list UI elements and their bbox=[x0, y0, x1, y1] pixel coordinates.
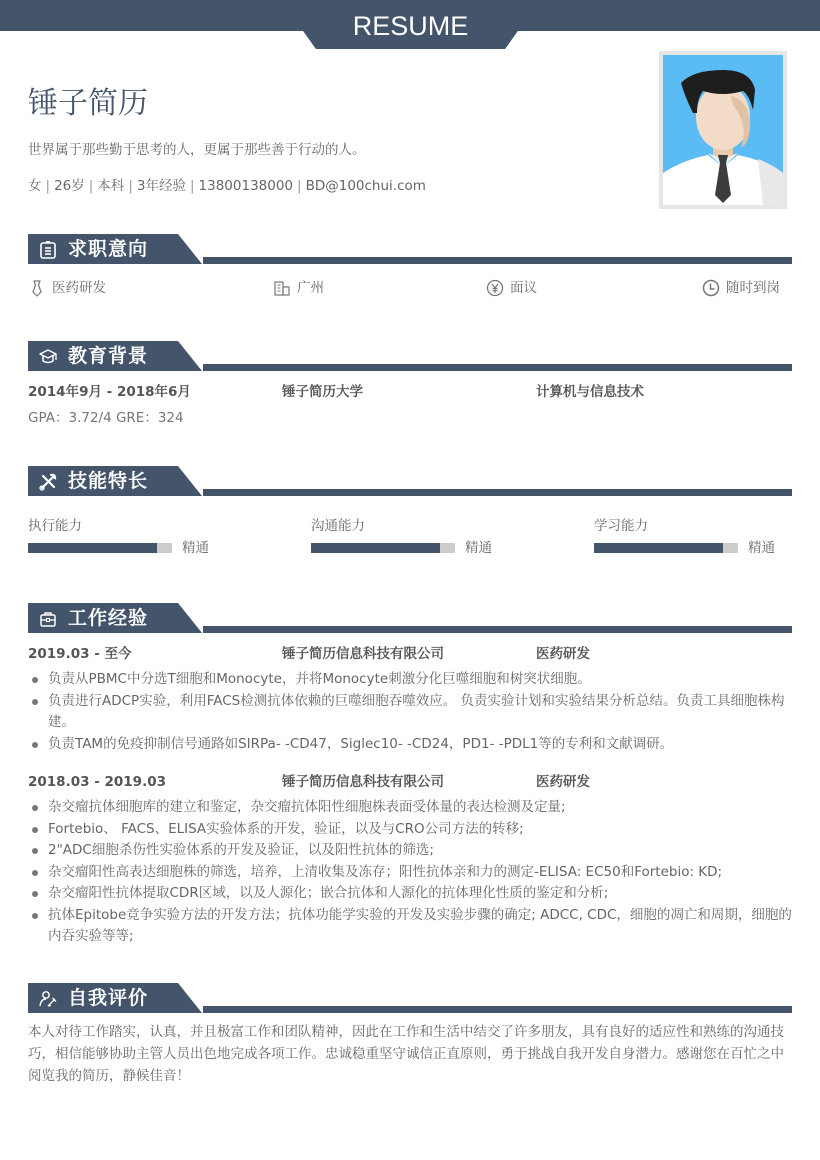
intent-position bbox=[28, 278, 106, 298]
skill-name: 学习能力 bbox=[594, 518, 648, 534]
candidate-name: 锤子简历 bbox=[28, 86, 148, 121]
skill-name: 执行能力 bbox=[28, 518, 82, 534]
list-item: 杂交瘤阳性高表达细胞株的筛选，培养，上清收集及冻存；阳性抗体亲和力的测定-ELISA: EC50和Fortebio: KD; bbox=[28, 862, 792, 884]
section-title: 教育背景 bbox=[68, 345, 149, 367]
skill-name: 沟通能力 bbox=[311, 518, 365, 534]
section-divider bbox=[203, 364, 792, 371]
section-header-education bbox=[28, 341, 792, 371]
info-age: 26岁 bbox=[54, 178, 85, 194]
skill-learning bbox=[594, 516, 794, 560]
skill-progress-fill bbox=[28, 543, 157, 553]
tools-icon bbox=[38, 472, 58, 492]
skill-execution bbox=[28, 516, 228, 560]
tie-icon bbox=[28, 279, 46, 297]
skill-progress-bar bbox=[594, 543, 738, 553]
building-icon bbox=[273, 279, 291, 297]
profile-photo bbox=[659, 51, 787, 209]
personal-info bbox=[28, 176, 426, 196]
section-header-self-eval bbox=[28, 983, 792, 1013]
info-separator: | bbox=[128, 178, 133, 194]
resume-title: RESUME bbox=[352, 11, 469, 41]
section-title: 自我评价 bbox=[68, 987, 149, 1009]
job-role: 医药研发 bbox=[536, 646, 590, 662]
skill-level: 精通 bbox=[182, 540, 209, 556]
list-item: 杂交瘤抗体细胞库的建立和鉴定，杂交瘤抗体阳性细胞株表面受体量的表达检测及定量; bbox=[28, 797, 792, 819]
self-evaluation-text: 本人对待工作踏实，认真，并且极富工作和团队精神，因此在工作和生活中结交了许多朋友，具有良好的适应性和熟练的沟通技巧，相信能够协助主管人员出色地完成各项工作。忠诚稳重坚守诚信正直原则，勇于挑战自我开发自身潜力。感谢您在百忙之中阅览我的简历，静候佳音！ bbox=[28, 1024, 784, 1084]
section-divider bbox=[203, 1006, 792, 1013]
intent-salary-label: 面议 bbox=[510, 280, 537, 296]
yen-icon bbox=[486, 279, 504, 297]
section-divider bbox=[203, 626, 792, 633]
job-duties bbox=[28, 669, 792, 755]
section-header-work bbox=[28, 603, 792, 633]
user-edit-icon bbox=[38, 989, 58, 1009]
intent-location bbox=[273, 278, 324, 298]
job-period: 2018.03 - 2019.03 bbox=[28, 774, 166, 790]
intent-salary bbox=[486, 278, 537, 298]
section-header-intent bbox=[28, 234, 792, 264]
skill-level: 精通 bbox=[748, 540, 775, 556]
skill-communication bbox=[311, 516, 511, 560]
motto: 世界属于那些勤于思考的人，更属于那些善于行动的人。 bbox=[28, 142, 366, 158]
info-email[interactable]: BD@100chui.com bbox=[305, 178, 426, 194]
section-title: 求职意向 bbox=[68, 238, 149, 260]
job-company: 锤子简历信息科技有限公司 bbox=[282, 646, 444, 662]
section-divider bbox=[203, 257, 792, 264]
education-period: 2014年9月 - 2018年6月 bbox=[28, 384, 191, 400]
intent-location-label: 广州 bbox=[297, 280, 324, 296]
info-degree: 本科 bbox=[97, 178, 125, 194]
skill-progress-bar bbox=[311, 543, 455, 553]
list-item: 抗体Epitobe竞争实验方法的开发方法；抗体功能学实验的开发及实验步骤的确定; ADCC, CDC，细胞的凋亡和周期，细胞的内吞实验等等; bbox=[28, 905, 792, 948]
skill-progress-fill bbox=[311, 543, 440, 553]
info-separator: | bbox=[45, 178, 51, 194]
info-phone[interactable]: 13800138000 bbox=[198, 178, 294, 194]
section-title: 工作经验 bbox=[68, 607, 149, 629]
graduation-cap-icon bbox=[38, 347, 58, 367]
list-item: 2"ADC细胞杀伤性实验体系的开发及验证，以及阳性抗体的筛选; bbox=[28, 840, 792, 862]
list-item: Fortebio、 FACS、ELISA实验体系的开发，验证，以及与CRO公司方法的转移; bbox=[28, 819, 792, 841]
job-duties bbox=[28, 797, 792, 948]
skill-level: 精通 bbox=[465, 540, 492, 556]
avatar-illustration-icon bbox=[663, 55, 783, 205]
skill-progress-fill bbox=[594, 543, 723, 553]
info-separator: | bbox=[88, 178, 94, 194]
list-item: 负责TAM的免疫抑制信号通路如SIRPa- -CD47，Siglec10- -CD24，PD1- -PDL1等的专利和文献调研。 bbox=[28, 734, 792, 756]
list-item: 杂交瘤阳性抗体提取CDR区域，以及人源化；嵌合抗体和人源化的抗体理化性质的鉴定和分析; bbox=[28, 883, 792, 905]
section-header-skills bbox=[28, 466, 792, 496]
info-separator: | bbox=[189, 178, 195, 194]
avatar bbox=[663, 55, 783, 205]
intent-availability bbox=[702, 278, 780, 298]
list-item: 负责从PBMC中分选T细胞和Monocyte，并将Monocyte刺激分化巨噬细胞和树突状细胞。 bbox=[28, 669, 792, 691]
section-title: 技能特长 bbox=[68, 470, 149, 492]
info-gender: 女 bbox=[28, 178, 42, 194]
education-scores: GPA：3.72/4 GRE：324 bbox=[28, 410, 184, 426]
briefcase-icon bbox=[38, 609, 58, 629]
intent-availability-label: 随时到岗 bbox=[726, 280, 780, 296]
education-major: 计算机与信息技术 bbox=[536, 384, 644, 400]
section-divider bbox=[203, 489, 792, 496]
clipboard-icon bbox=[38, 240, 58, 260]
clock-icon bbox=[702, 279, 720, 297]
job-period: 2019.03 - 至今 bbox=[28, 646, 132, 662]
job-role: 医药研发 bbox=[536, 774, 590, 790]
info-experience: 3年经验 bbox=[136, 178, 186, 194]
job-company: 锤子简历信息科技有限公司 bbox=[282, 774, 444, 790]
job-intent-list bbox=[28, 278, 792, 300]
skill-progress-bar bbox=[28, 543, 172, 553]
education-school: 锤子简历大学 bbox=[282, 384, 363, 400]
info-separator: | bbox=[297, 178, 302, 194]
intent-position-label: 医药研发 bbox=[52, 280, 106, 296]
list-item: 负责进行ADCP实验，利用FACS检测抗体依赖的巨噬细胞吞噬效应。 负责实验计划和实验结果分析总结。负责工具细胞株构建。 bbox=[28, 691, 792, 734]
